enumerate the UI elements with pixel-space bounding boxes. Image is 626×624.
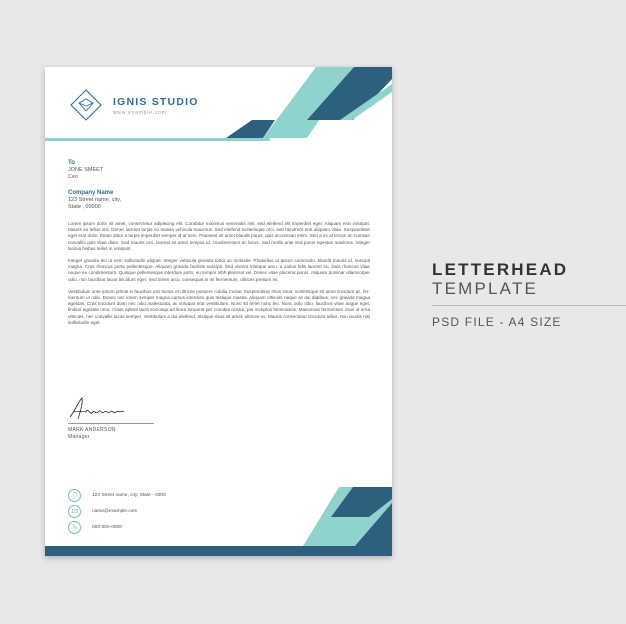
to-label: To	[68, 160, 75, 166]
body-paragraph: Lorem ipsum dolor sit amet, consectetur adipiscing elit. Curabitur maximus venenatis nisl, sed eleifend elit imperdiet eget. Aliquam erat volutpat. Mauris eu tellus nisl. Donec laoreet turpis eu massa vehicula maximus. Sed eleifend scelerisque orci, sed hendrerit erat aliquam vitae. Suspendisse eget erat dolor. Etiam dolor a turpis imperdiet semper id at sem. Praesent sit amet blandit purus, quis accumsan enim. Sed a ex at lectus ac-cumsan convallis quis vitae diam. Sed mauris orci, laoreet sit amet tempus id, condimentum ac lacus. Sed mollis ante sed purus egestas maximus. Integer lacinia finibus tellus in volutpat.	[68, 221, 370, 251]
signature-graphic	[68, 395, 128, 423]
footer-decoration	[45, 477, 392, 556]
signer-title: Manager	[68, 433, 90, 440]
side-title	[432, 260, 568, 298]
brand-url: www.example.com	[113, 110, 167, 116]
signature-line	[68, 423, 154, 424]
signer	[68, 427, 116, 440]
side-title-light: TEMPLATE	[432, 279, 539, 298]
recipient-name: JONE SMEET	[68, 167, 104, 173]
brand	[113, 96, 199, 116]
company-address-line2: State , 00000	[68, 204, 101, 210]
letterhead-page	[45, 67, 392, 556]
contact-email-text: name@example.com	[92, 508, 138, 514]
company-address-line1: 123 Street name, city,	[68, 197, 122, 203]
signer-name: MARK ANDERSON	[68, 427, 116, 433]
contact-address-text: 123 Street name, city, State - 0000	[92, 492, 166, 498]
letter-content	[68, 159, 370, 332]
side-title-bold: LETTERHEAD	[432, 260, 569, 279]
logo-icon	[70, 89, 102, 121]
company-label: Company Name	[68, 190, 114, 196]
contact-phone-text: 000-000-0000	[92, 524, 122, 530]
side-subtitle: PSD FILE - A4 SIZE	[432, 315, 562, 329]
body-paragraph: Vestibulum ante ipsum primis in faucibus orci luctus et ultrices posuere cubilia Curae; Suspendisse risus risus, scelerisque sit amet tincidunt ac, fer-mentum ut odio. Donec nec lorem semper magna cursus interdum quis tristique massa. Aliquam ultricies neque sit dui dapibus, nec gravida magna egestas. Cras tincidunt diam nec odio malesuada, ac volutpat erat vestibulum. Nunc sit amet nunc leo. Nunc odio odio, faucibus vitae augue eget, finibus egestas urna. Class aptent taciti sociosqu ad litora torquent per conubia nostra, per inceptos himenaeos. Maecenas fermentum risus id urna ultricies, nec convallis lacus semper. Vestibulum a dui eleifend, tristique risus sit amet, ultrices ex. Mauris consectetur tincidunt tellus, non iaculis nisl sollicitudin eget.	[68, 288, 370, 325]
body-paragraph: Integer gravida leo ut sem sollicitudin aliquet. Integer vehicula gravida tortor ac molestie. Phasellus at ipsum commodo, blandit mauris id, suscipit magna. Cras rhoncus porta pellentesque. Aliquam gravida facilisis suscipit. Sed viverra tristique arcu, a varius felis laoreet eu. Duis rhoncus vitae neque eu condimentum. Quisque pellentesque interdum justo, eu tempor nibh placerat vel. Donec vitae placerat purus. Aliquam pulvinar ullamcorper odio, non faucibus lacus tincidunt eget. Sed lorem arcu, consequat in mi fermentum, ultrices pretium mi.	[68, 258, 370, 282]
side-divider	[432, 305, 626, 306]
brand-name: IGNIS STUDIO	[113, 96, 199, 108]
recipient-title: Ceo	[68, 174, 79, 180]
